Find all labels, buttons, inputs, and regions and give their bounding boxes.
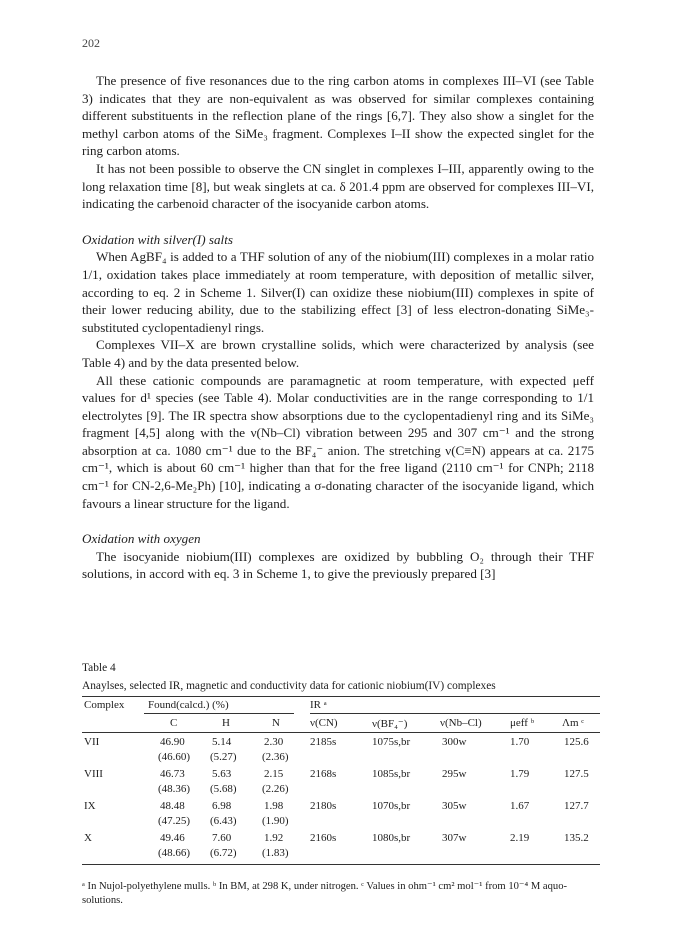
table-cell: 2.15 bbox=[264, 768, 284, 780]
table-cell: 1.92 bbox=[264, 832, 284, 844]
table-cell: 1085s,br bbox=[372, 768, 411, 780]
table-cell: 48.48 bbox=[160, 800, 185, 812]
table-cell: 7.60 bbox=[212, 832, 232, 844]
table-cell: 305w bbox=[442, 800, 467, 812]
section-heading: Oxidation with oxygen bbox=[82, 531, 201, 547]
header-H: H bbox=[222, 717, 230, 729]
table-cell: VII bbox=[84, 736, 100, 748]
paragraph: Complexes VII–X are brown crystalline solids, which were characterized by analysis (see Table 4) and by the data presented below. bbox=[82, 337, 594, 370]
paragraph: All these cationic compounds are paramagnetic at room temperature, with expected μeff values for d¹ species (see Table 4). Molar conductivities are in the range corresponding to 1/1 electrolytes [9]. The IR spectra show absorptions due to the cyclopentadienyl ring and its SiMe₃ fragment [4,5] along with the ν(Nb–Cl) vibration between 295 and 307 cm⁻¹ and the strong absorption at ca. 1080 cm⁻¹ due to the BF₄⁻ anion. The stretching ν(C≡N) appears at ca. 2175 cm⁻¹, which is about 60 cm⁻¹ higher than that for the free ligand (2110 cm⁻¹ for CNPh; 2118 cm⁻¹ for CN-2,6-Me₂Ph) [10], indicating a σ-donating character of the isocyanide ligand, which favours a linear structure for the ligand. bbox=[82, 372, 594, 511]
table-rule bbox=[144, 713, 294, 714]
table-cell: 295w bbox=[442, 768, 467, 780]
table-cell: 46.73 bbox=[160, 768, 185, 780]
table-cell: 127.7 bbox=[564, 800, 589, 812]
table-cell: 2.19 bbox=[510, 832, 530, 844]
table-cell: (1.90) bbox=[262, 815, 289, 827]
table-cell: 1080s,br bbox=[372, 832, 411, 844]
paragraph: It has not been possible to observe the CN singlet in complexes I–III, apparently owing to the long relaxation time [8], but weak singlets at ca. δ 201.4 ppm are observed for complexes III–VI, indicating the carbenoid character of the isocyanide carbon atoms. bbox=[82, 160, 594, 212]
table-cell: 1.98 bbox=[264, 800, 284, 812]
table-title: Anaylses, selected IR, magnetic and conductivity data for cationic niobium(IV) complexes bbox=[82, 680, 496, 692]
table-cell: 2180s bbox=[310, 800, 337, 812]
paragraph: The presence of five resonances due to the ring carbon atoms in complexes III–VI (see Table 3) indicates that they are non-equivalent as was observed for similar complexes containing different substituents in the reflection plane of the rings [6,7]. They also show a singlet for the methyl carbon atoms of the SiMe₃ fragment. Complexes I–II show the expected singlet for the ring carbon atoms. bbox=[82, 73, 594, 159]
table-cell: (2.26) bbox=[262, 783, 289, 795]
header-N: N bbox=[272, 717, 280, 729]
table-cell: (5.27) bbox=[210, 751, 237, 763]
table-cell: (48.66) bbox=[158, 847, 191, 859]
table-caption bbox=[82, 660, 602, 694]
table-cell: X bbox=[84, 832, 92, 844]
table-cell: 2185s bbox=[310, 736, 337, 748]
table-cell: (6.72) bbox=[210, 847, 237, 859]
header-mu: μeff ᵇ bbox=[510, 717, 535, 729]
table-cell: 5.63 bbox=[212, 768, 232, 780]
table-cell: (47.25) bbox=[158, 815, 191, 827]
table-cell: (1.83) bbox=[262, 847, 289, 859]
header-complex: Complex bbox=[84, 699, 125, 711]
table-rule bbox=[82, 696, 600, 697]
article-body bbox=[82, 72, 594, 583]
table-rule bbox=[82, 864, 600, 865]
table-cell: (46.60) bbox=[158, 751, 191, 763]
table-cell: 135.2 bbox=[564, 832, 589, 844]
table-cell: 307w bbox=[442, 832, 467, 844]
table-cell: 2168s bbox=[310, 768, 337, 780]
table-cell: (2.36) bbox=[262, 751, 289, 763]
paragraph: The isocyanide niobium(III) complexes are oxidized by bubbling O₂ through their THF solutions, in accord with eq. 3 in Scheme 1, to give the previously prepared [3] bbox=[82, 548, 594, 582]
table-cell: 127.5 bbox=[564, 768, 589, 780]
table-cell: (6.43) bbox=[210, 815, 237, 827]
table-cell: 1.70 bbox=[510, 736, 530, 748]
table-cell: 125.6 bbox=[564, 736, 589, 748]
table-rule bbox=[310, 713, 600, 714]
table-cell: (5.68) bbox=[210, 783, 237, 795]
table-cell: 2.30 bbox=[264, 736, 284, 748]
table-cell: VIII bbox=[84, 768, 103, 780]
table-cell: 1.67 bbox=[510, 800, 530, 812]
table-cell: 1.79 bbox=[510, 768, 530, 780]
header-vBF4: ν(BF₄⁻) bbox=[372, 718, 408, 730]
table-label: Table 4 bbox=[82, 662, 116, 674]
page-number: 202 bbox=[82, 36, 100, 50]
header-ir: IR ᵃ bbox=[310, 699, 327, 711]
table-cell: 49.46 bbox=[160, 832, 185, 844]
table-cell: 6.98 bbox=[212, 800, 232, 812]
table-cell: 300w bbox=[442, 736, 467, 748]
table-cell: (48.36) bbox=[158, 783, 191, 795]
header-found: Found(calcd.) (%) bbox=[148, 699, 229, 711]
header-vNbCl: ν(Nb–Cl) bbox=[440, 717, 482, 729]
section-heading: Oxidation with silver(I) salts bbox=[82, 231, 233, 247]
table-footnote: ᵃ In Nujol-polyethylene mulls. ᵇ In BM, at 298 K, under nitrogen. ᶜ Values in ohm⁻¹ cm² mol⁻¹ from 10⁻⁴ M aquo-solutions. bbox=[82, 881, 568, 906]
header-lambda: Λm ᶜ bbox=[562, 717, 585, 729]
table-cell: 1075s,br bbox=[372, 736, 411, 748]
table-cell: 2160s bbox=[310, 832, 337, 844]
table-cell: 5.14 bbox=[212, 736, 232, 748]
table-rule bbox=[82, 732, 600, 733]
paragraph: When AgBF₄ is added to a THF solution of any of the niobium(III) complexes in a molar ratio 1/1, oxidation takes place immediately at room temperature, with deposition of metallic silver, according to eq. 2 in Scheme 1. Silver(I) can oxidize these niobium(III) complexes in spite of their lower reducing ability, due to the stabilizing effect [3] of less electron-donating SiMe₃-substituted cyclopentadienyl rings. bbox=[82, 249, 594, 335]
table-cell: IX bbox=[84, 800, 96, 812]
header-C: C bbox=[170, 717, 178, 729]
table-cell: 1070s,br bbox=[372, 800, 411, 812]
table-cell: 46.90 bbox=[160, 736, 185, 748]
header-vCN: ν(CN) bbox=[310, 717, 338, 729]
